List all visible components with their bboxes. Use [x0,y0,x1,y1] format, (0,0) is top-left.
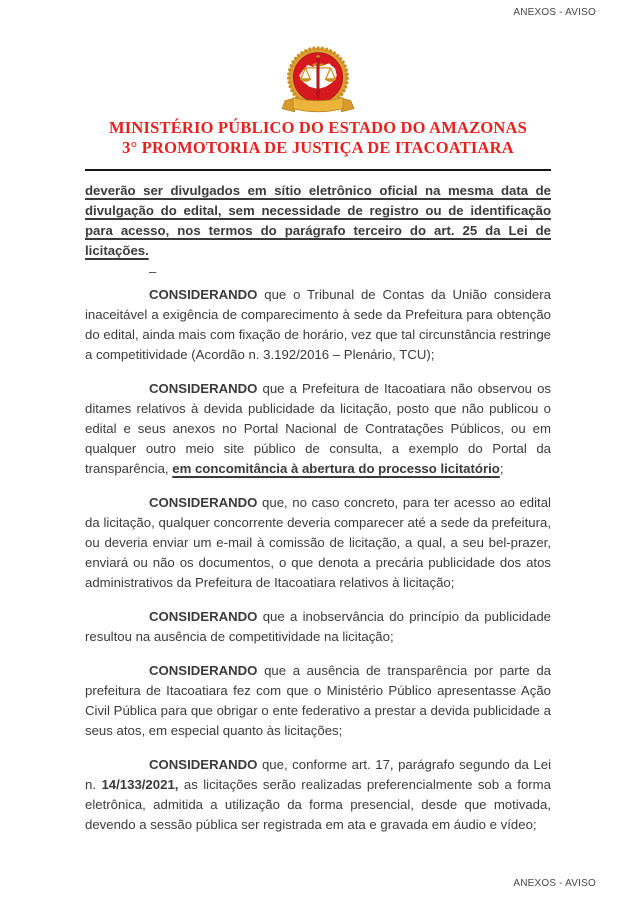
letterhead [0,0,636,171]
paragraph-segment: CONSIDERANDO [149,381,258,396]
paragraph-segment: 14/133/2021, [101,777,179,792]
paragraph-segment: que, conforme art. 17, parágrafo segundo da Lei n. [85,757,551,792]
paragraph-segment: CONSIDERANDO [149,757,258,772]
header-divider [85,169,551,171]
paragraph-segment: as licitações serão realizadas preferencialmente sob a forma eletrônica, admitida a utilização da forma presencial, desde que motivada, devendo a sessão pública ser registrada em ata e gravada em áudio e vídeo; [85,777,551,832]
document-paragraph [85,661,551,741]
paragraph-segment: ; [499,461,504,476]
document-paragraph [85,181,551,261]
paragraph-segment: que o Tribunal de Contas da União considera inaceitável a exigência de comparecimento à sede da Prefeitura para obtenção do edital, ainda mais com fixação de horário, vez que tal circunstância restringe a competitividade (Acordão n. 3.192/2016 – Plenário, TCU); [85,287,551,362]
org-subtitle: 3° PROMOTORIA DE JUSTIÇA DE ITACOATIARA [122,138,514,157]
document-paragraph [85,265,551,279]
page-corner-label-top: ANEXOS - AVISO [513,7,596,18]
document-paragraph [85,379,551,479]
paragraph-segment: CONSIDERANDO [149,287,258,302]
mp-amazonas-seal-icon [271,46,365,118]
paragraph-segment: – [149,264,157,279]
paragraph-segment: que, no caso concreto, para ter acesso ao edital da licitação, qualquer concorrente deveria comparecer até a sede da prefeitura, ou deveria enviar um e-mail à comissão de licitação, a qual, a seu bel-prazer, enviará ou não os documentos, o que denota a precária publicidade dos atos administrativos da Prefeitura de Itacoatiara relativos à licitação; [85,495,551,590]
document-paragraph [85,755,551,835]
document-body [85,181,551,835]
org-title: MINISTÉRIO PÚBLICO DO ESTADO DO AMAZONAS [109,118,527,137]
paragraph-segment: que a ausência de transparência por parte da prefeitura de Itacoatiara fez com que o Ministério Público apresentasse Ação Civil Pública para que obrigar o ente federativo a prestar a devida publicidade a seus atos, em especial quanto às licitações; [85,663,551,738]
paragraph-segment: que a Prefeitura de Itacoatiara não observou os ditames relativos à devida publicidade da licitação, posto que não publicou o edital e seus anexos no Portal Nacional de Contratações Públicos, ou em qualquer outro meio site público de consulta, a exemplo do Portal da transparência, [85,381,551,476]
document-paragraph [85,285,551,365]
paragraph-segment: em concomitância à abertura do processo licitatório [172,461,500,476]
page-corner-label-bottom: ANEXOS - AVISO [513,878,596,889]
document-paragraph [85,607,551,647]
document-paragraph [85,493,551,593]
paragraph-segment: CONSIDERANDO [149,609,258,624]
paragraph-segment: que a inobservância do princípio da publicidade resultou na ausência de competitividade na licitação; [85,609,551,644]
paragraph-segment: deverão ser divulgados em sítio eletrônico oficial na mesma data de divulgação do edital, sem necessidade de registro ou de identificação para acesso, nos termos do parágrafo terceiro do art. 25 da Lei de licitações. [85,183,551,258]
paragraph-segment: CONSIDERANDO [149,663,258,678]
paragraph-list [85,181,551,835]
paragraph-segment: CONSIDERANDO [149,495,258,510]
